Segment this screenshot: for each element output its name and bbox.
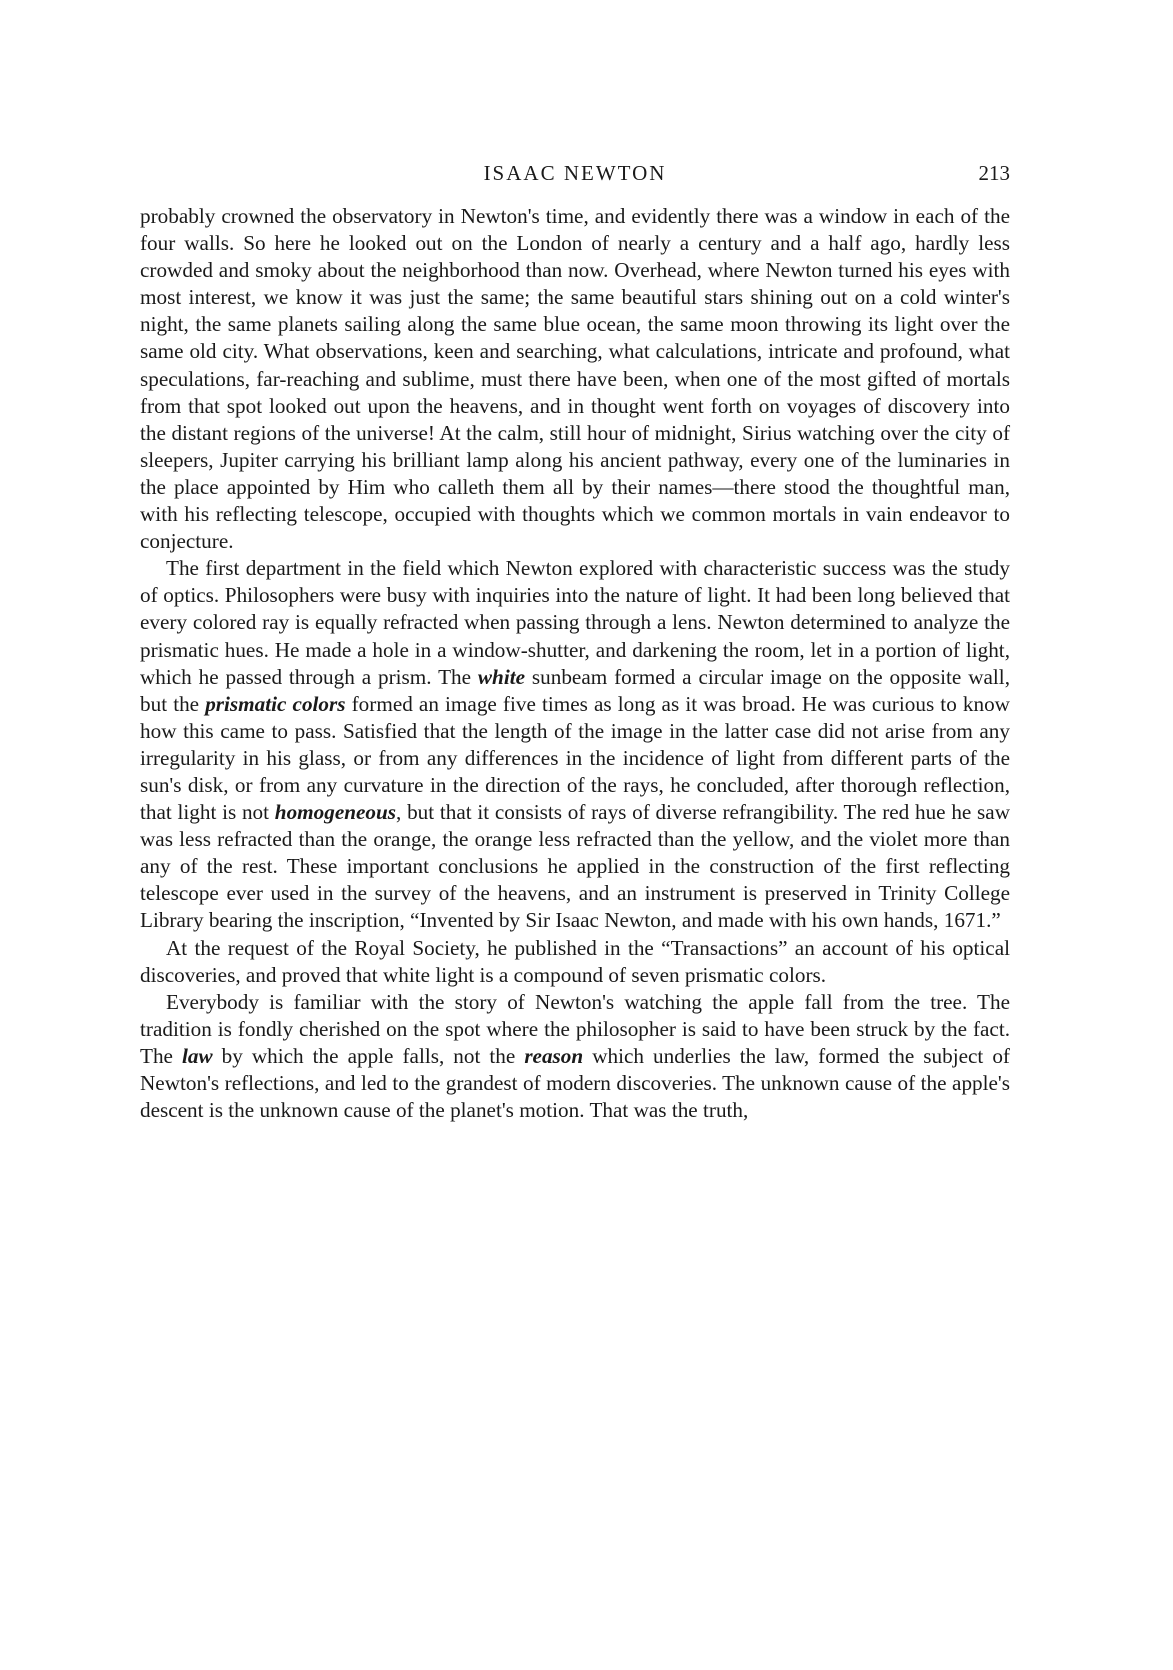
paragraph-text: The first department in the field which Newton explored with characteristic success was the study of optics. Philosophers were busy with inquiries into the nature of light. It had been long believed that every colored ray is equally refracted when passing through a lens. Newton determined to analyze the prismatic hues. He made a hole in a window-shutter, and darkening the room, let in a portion of light, which he passed through a prism. The [140,556,1010,689]
paragraph [140,555,1010,934]
italic-term: prismatic colors [205,691,346,716]
paragraph-text: sunbeam formed a circular image on the opposite wall, but the [140,664,1010,716]
italic-term: homogeneous [274,800,397,825]
running-title: ISAAC NEWTON [483,161,667,185]
italic-term: white [477,664,525,689]
paragraph-text: formed an image five times as long as it was broad. He was curious to know how this came to pass. Satisfied that the length of the image in the latter case did not arise from any irregularity in his glass, or from any differences in the incidence of light from different parts of the sun's disk, or from any curvature in the direction of the rays, he concluded, after thorough reflection, that light is not [140,691,1010,825]
running-head [140,158,1010,188]
paragraph-text: probably crowned the observatory in Newton's time, and evidently there was a window in each of the four walls. So here he looked out on the London of nearly a century and a half ago, hardly less crowded and smoky about the neighborhood than now. Overhead, where Newton turned his eyes with most interest, we know it was just the same; the same beautiful stars shining out on a cold winter's night, the same planets sailing along the same blue ocean, the same moon throwing its light over the same old city. What observations, keen and searching, what calculations, intricate and profound, what speculations, far-reaching and sublime, must there have been, when one of the most gifted of mortals from that spot looked out upon the heavens, and in thought went forth on voyages of discovery into the distant regions of the universe! At the calm, still hour of midnight, Sirius watching over the city of sleepers, Jupiter carrying his brilliant lamp along his ancient pathway, every one of the luminaries in the place appointed by Him who calleth them all by their names—there stood the thoughtful man, with his reflecting telescope, occupied with thoughts which we common mortals in vain endeavor to conjecture. [140,204,1010,554]
paragraph [140,989,1010,1124]
paragraph-text: by which the apple falls, not the [212,1043,525,1068]
page-number: 213 [978,161,1010,185]
paragraph-text: , but that it consists of rays of diverse refrangibility. The red hue he saw was less refracted than the orange, the orange less refracted than the yellow, and the violet more than any of the rest. These important conclusions he applied in the construction of the first reflecting telescope ever used in the survey of the heavens, and an instrument is preserved in Trinity College Library bearing the inscription, “Invented by Sir Isaac Newton, and made with his own hands, 1671.” [140,800,1011,933]
paragraph [140,935,1010,989]
italic-term: law [181,1043,213,1068]
paragraph [140,203,1010,555]
paragraph-text: At the request of the Royal Society, he published in the “Transactions” an account of his optical discoveries, and proved that white light is a compound of seven prismatic colors. [140,935,1010,987]
paragraph-text: Everybody is familiar with the story of Newton's watching the apple fall from the tree. The tradition is fondly cherished on the spot where the philosopher is said to have been struck by the fact. The [140,989,1010,1068]
paragraph-text: which underlies the law, formed the subject of Newton's reflections, and led to the grandest of modern discoveries. The unknown cause of the apple's descent is the unknown cause of the planet's motion. That was the truth, [140,1043,1010,1123]
body-text [140,203,1010,1124]
italic-term: reason [524,1043,584,1068]
